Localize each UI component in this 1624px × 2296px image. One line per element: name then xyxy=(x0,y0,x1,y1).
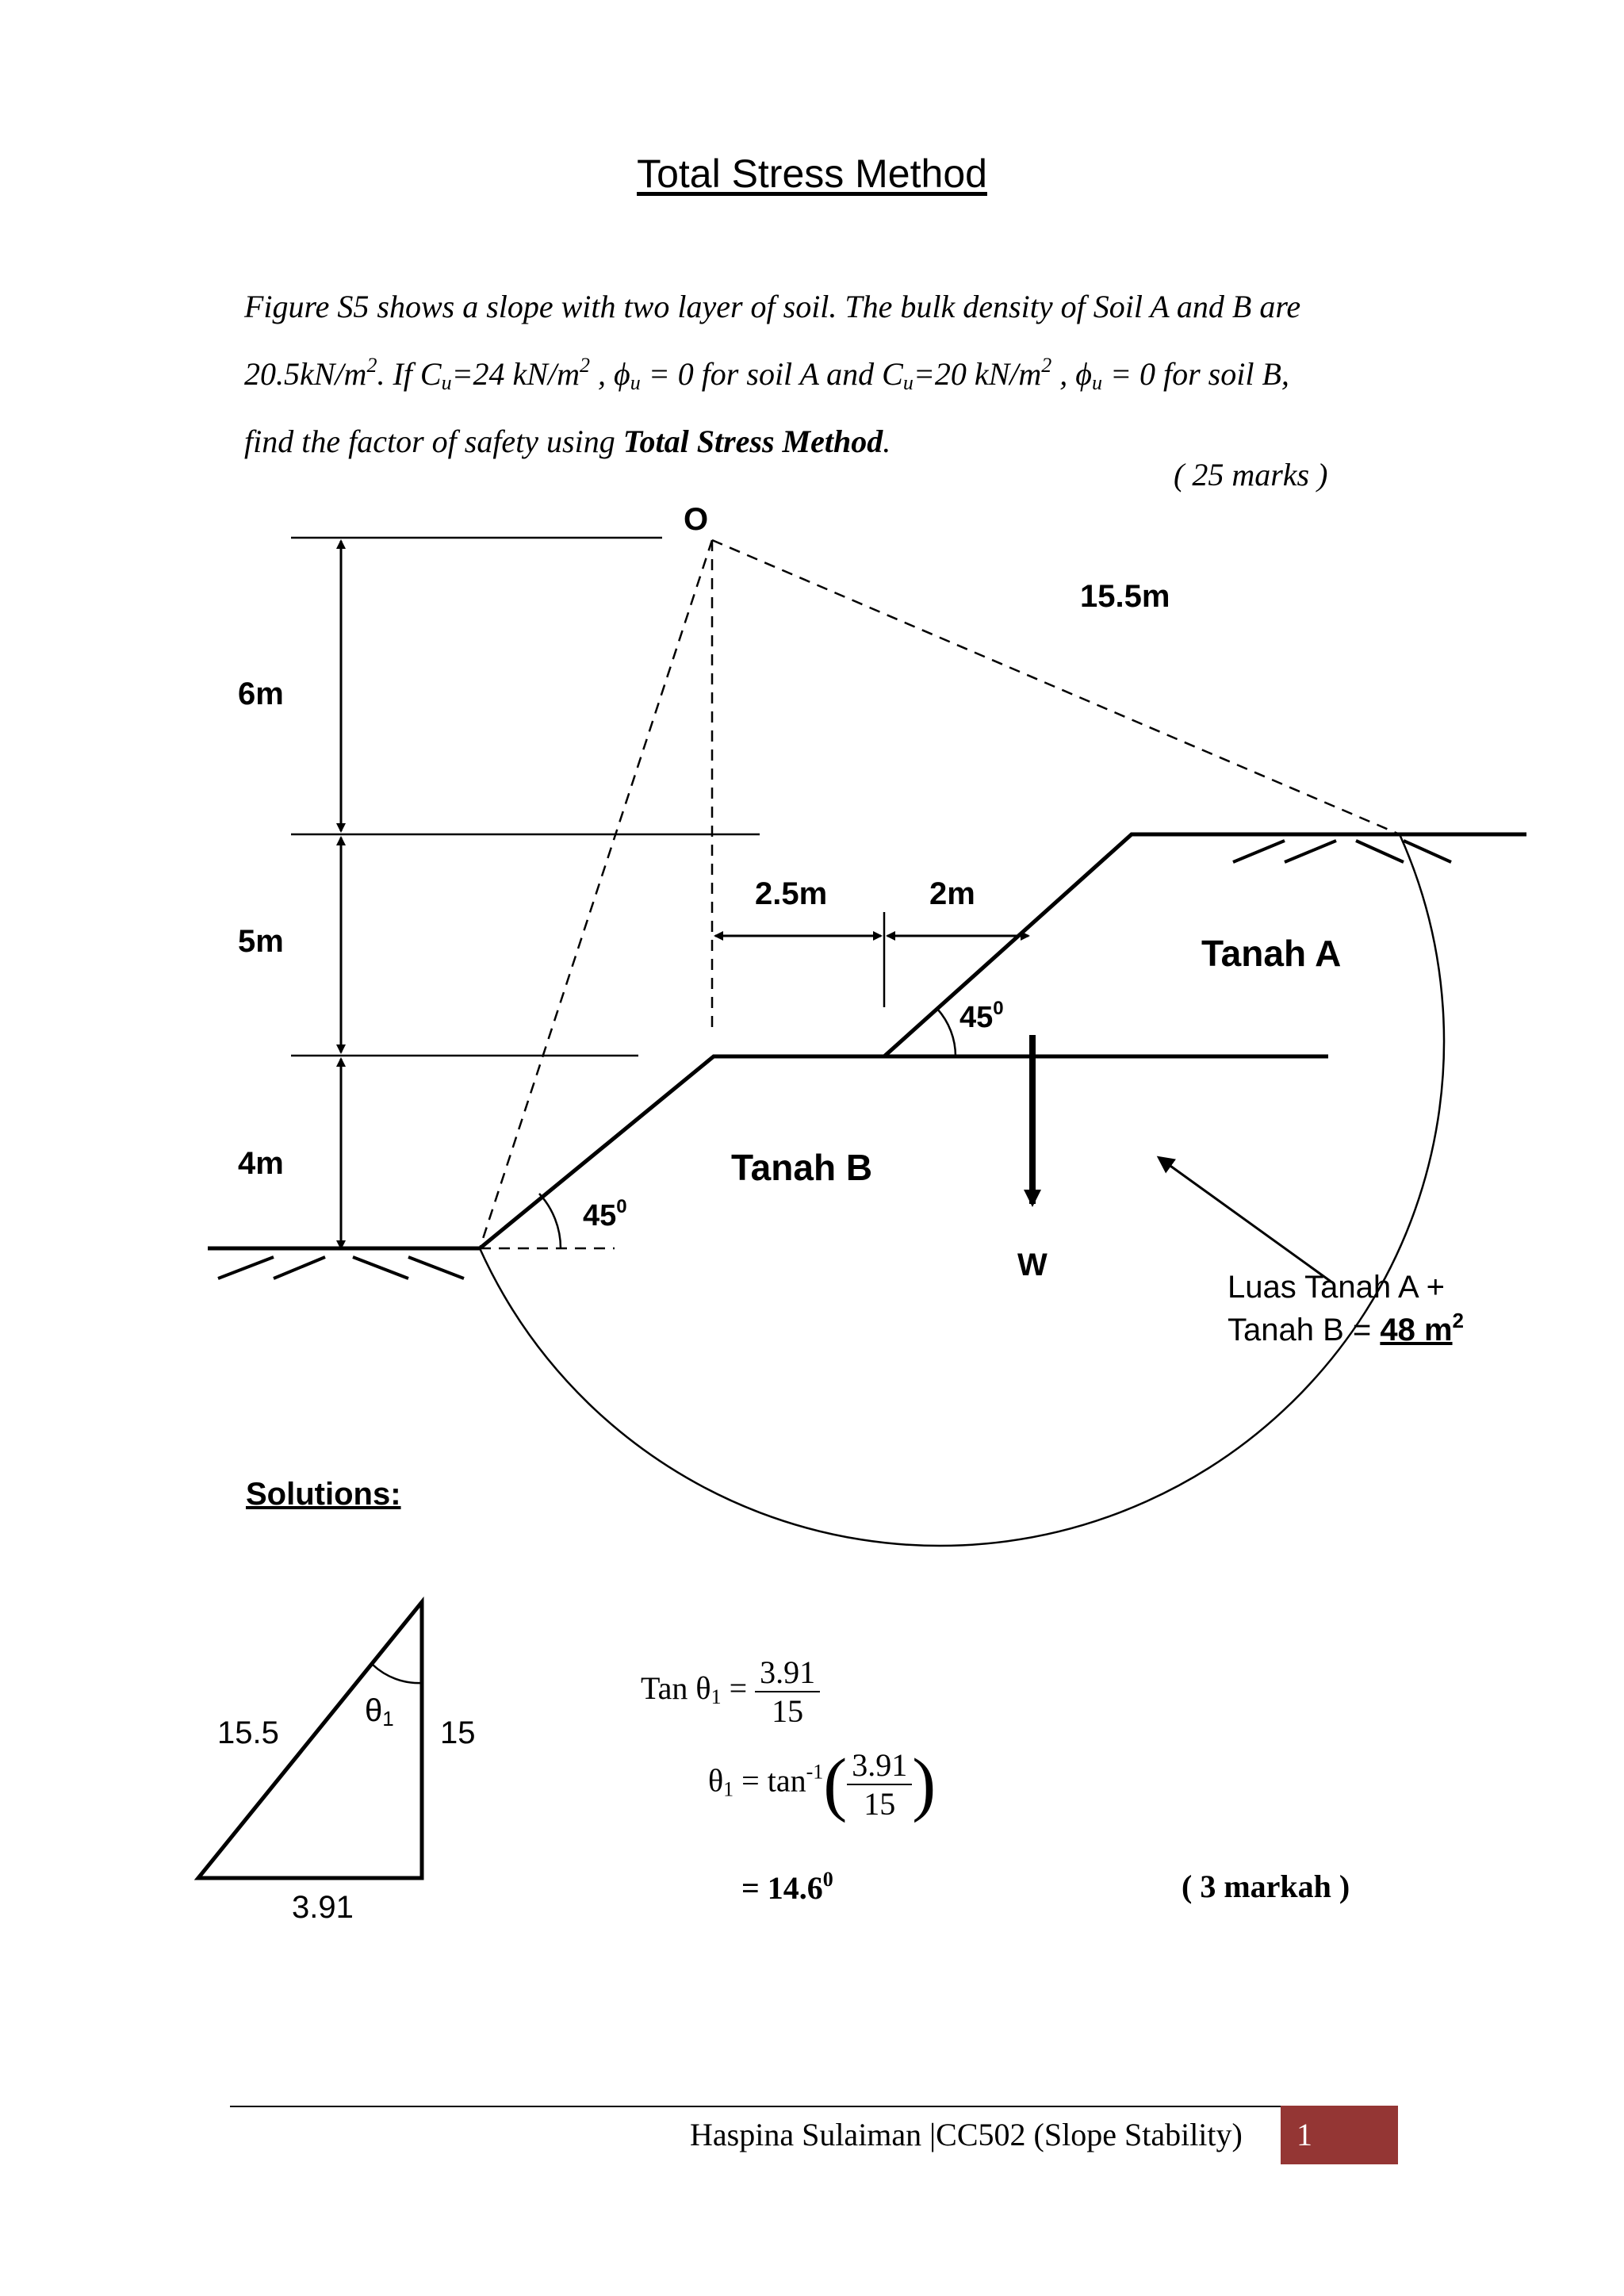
angle-arc-lower xyxy=(539,1194,561,1248)
eq1-equals: = xyxy=(721,1670,756,1707)
eq2-sup: -1 xyxy=(806,1760,824,1784)
label-angle-upper: $45^0$ xyxy=(959,998,1004,1034)
triangle-vert-label: 15 xyxy=(440,1715,476,1750)
label-tanah-b: Tanah B xyxy=(731,1147,873,1188)
triangle-angle-label: θ1 xyxy=(365,1693,394,1731)
solution-marks: ( 3 markah ) xyxy=(1182,1869,1350,1904)
q-text: , ϕ xyxy=(590,356,630,392)
footer-page-number: 1 xyxy=(1281,2106,1398,2164)
eq2-tan: = tan xyxy=(733,1762,806,1799)
q-sub: u xyxy=(630,371,641,394)
q-text: = 0 for soil A and C xyxy=(640,356,903,392)
q-text: find the factor of safety using xyxy=(244,424,623,459)
ground-hatch-left xyxy=(218,1257,464,1278)
q-text: =20 kN/m xyxy=(913,356,1042,392)
q-text: , ϕ xyxy=(1051,356,1092,392)
equation-3 xyxy=(741,1868,833,1907)
label-tanah-a: Tanah A xyxy=(1201,933,1342,974)
eq2-sub: 1 xyxy=(723,1777,734,1801)
q-sup: 2 xyxy=(366,354,377,377)
q-text: 20.5kN/m xyxy=(244,356,367,392)
area-leader-arrow xyxy=(1159,1158,1332,1282)
solutions-heading: Solutions: xyxy=(246,1477,401,1512)
q-text: =24 kN/m xyxy=(451,356,580,392)
q-sub: u xyxy=(441,371,452,394)
label-4m: 4m xyxy=(238,1146,284,1181)
area-label-line-2: Tanah B = 48 $m^2$ xyxy=(1228,1309,1465,1347)
label-radius: 15.5m xyxy=(1080,579,1170,614)
q-text: = 0 for soil B, xyxy=(1101,356,1289,392)
equation-1 xyxy=(641,1654,820,1730)
footer-text: Haspina Sulaiman |CC502 (Slope Stability) xyxy=(690,2117,1243,2152)
eq1-denominator: 15 xyxy=(772,1693,804,1729)
question-marks: ( 25 marks ) xyxy=(1174,457,1328,493)
q-bold-method: Total Stress Method xyxy=(622,424,883,459)
eq2-denominator: 15 xyxy=(864,1785,896,1822)
question-line-1: Figure S5 shows a slope with two layer of soil. The bulk density of Soil A and B are xyxy=(244,289,1301,324)
q-sub: u xyxy=(902,371,914,394)
q-text: . If C xyxy=(377,356,442,392)
eq1-left: Tan θ xyxy=(641,1670,711,1707)
label-2-5m: 2.5m xyxy=(755,876,828,911)
q-sup: 2 xyxy=(580,354,590,377)
eq1-numerator: 3.91 xyxy=(755,1654,820,1692)
triangle-hyp-label: 15.5 xyxy=(217,1715,279,1750)
label-6m: 6m xyxy=(238,677,284,711)
eq1-fraction xyxy=(755,1654,820,1730)
eq2-fraction xyxy=(847,1746,912,1823)
ground-hatch-right xyxy=(1233,841,1451,862)
page-title: Total Stress Method xyxy=(637,151,987,196)
label-5m: 5m xyxy=(238,924,284,959)
label-angle-lower: $45^0$ xyxy=(583,1196,627,1232)
label-o: O xyxy=(684,502,709,537)
triangle-base-label: 3.91 xyxy=(292,1890,354,1925)
radius-line-left xyxy=(480,540,712,1248)
area-label-line-1: Luas Tanah A + xyxy=(1228,1270,1445,1305)
radius-line-right xyxy=(712,540,1400,834)
eq2-left: θ xyxy=(708,1762,724,1799)
eq1-sub: 1 xyxy=(710,1685,722,1709)
angle-arc-upper xyxy=(937,1009,956,1056)
footer-rule xyxy=(230,2106,1396,2107)
q-sub: u xyxy=(1091,371,1102,394)
label-2m: 2m xyxy=(929,876,975,911)
equation-2: $\theta_1 = \tan^{-1}$( $\frac{3.91}{15}$ ) xyxy=(708,1745,936,1823)
eq3-sup: 0 xyxy=(822,1868,833,1891)
label-w: W xyxy=(1017,1248,1048,1282)
q-text: . xyxy=(883,424,891,459)
eq3-value: = 14.6 xyxy=(741,1870,823,1906)
eq2-numerator: 3.91 xyxy=(847,1746,912,1785)
q-sup: 2 xyxy=(1041,354,1052,377)
